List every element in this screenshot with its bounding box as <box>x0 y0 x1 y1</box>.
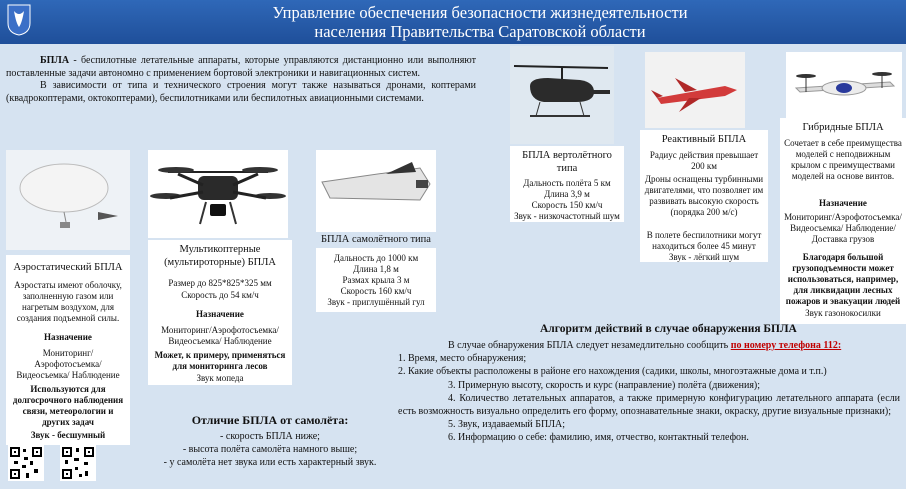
plane-range: Дальность до 1000 км <box>333 253 419 263</box>
qr-code-icon <box>60 445 96 481</box>
title-line-2: населения Правительства Саратовской области <box>314 22 646 41</box>
jet-time: В полете беспилотники могут находиться более 45 минут <box>646 230 762 251</box>
qr-code-icon <box>8 445 44 481</box>
plane-wingspan: Размах крыла 3 м <box>342 275 410 285</box>
algorithm-intro-text: В случае обнаружения БПЛА следует незамедлительно сообщить <box>448 340 731 351</box>
phone-112-link[interactable]: по номеру телефона 112: <box>730 340 842 351</box>
multicopter-image <box>148 150 288 238</box>
multicopter-size: Размер до 825*825*325 мм <box>168 278 272 288</box>
intro-types: В зависимости от типа и технического строения могут также называться дронами, коптерами (квадрокоптерами, октокоптерами), беспилотниками или беспилотных авиационными системами. <box>6 80 476 104</box>
algorithm-body <box>398 339 900 445</box>
hybrid-usage: Благодаря большой грузоподъемности может использоваться, например, для ликвидации лесных пожаров и эвакуации людей <box>785 252 901 306</box>
multicopter-purpose: Мониторинг/Аэрофотосъемка/ Видеосъемка/ Наблюдение <box>161 325 279 346</box>
difference-title: Отличие БПЛА от самолёта: <box>191 413 349 427</box>
page-header <box>0 0 906 44</box>
hybrid-purpose: Мониторинг/Аэрофотосъемка/ Видеосъемка/ Наблюдение/ Доставка грузов <box>784 212 902 244</box>
jet-title: Реактивный БПЛА <box>661 134 747 145</box>
heli-sound: Звук - низкочастотный шум <box>514 211 620 221</box>
qr-code-2[interactable] <box>60 445 96 481</box>
algorithm-step-3: 3. Примерную высоту, скорость и курс (направление) полёта (движения); <box>448 379 761 391</box>
jet-sound: Звук - лёгкий шум <box>668 252 740 262</box>
aerostat-sound: Звук - бесшумный <box>30 430 106 440</box>
jet-desc: Дроны оснащены турбинными двигателями, что позволяет им развивать высокую скорость (порядка 200 м/с) <box>644 174 764 217</box>
title-line-1: Управление обеспечения безопасности жизнедеятельности <box>272 3 688 22</box>
algorithm-step-1: 1. Время, место обнаружения; <box>398 353 527 365</box>
heli-title-line-2: типа <box>556 162 578 174</box>
multicopter-title-line-1: Мультикоптерные <box>179 244 261 255</box>
algorithm-step-5: 5. Звук, издаваемый БПЛА; <box>448 419 566 431</box>
multicopter-speed: Скорость до 54 км/ч <box>181 290 259 300</box>
aerostat-desc: Аэростаты имеют оболочку, заполненную газом или нагретым воздухом, для создания подъемной силы. <box>14 280 122 323</box>
multicopter-title-line-2: (мультироторные) БПЛА <box>164 256 276 268</box>
aerostat-icon <box>6 150 130 250</box>
hybrid-image <box>786 52 902 122</box>
page-title <box>120 3 840 41</box>
plane-sound: Звук - приглушённый гул <box>327 297 425 307</box>
intro-definition: - беспилотные летательные аппараты, которые управляются дистанционно или выполняют поставленные задачи автономно с применением бортовой электроники и навигационных систем. <box>6 55 476 79</box>
saratov-emblem-icon <box>6 3 32 36</box>
aerostat-title: Аэростатический БПЛА <box>13 262 123 273</box>
plane-speed: Скорость 160 км/ч <box>340 286 412 296</box>
heli-title-line-1: БПЛА вертолётного <box>522 150 612 161</box>
difference-line-1: - скорость БПЛА ниже; <box>220 431 320 442</box>
algorithm-step-2: 2. Какие объекты расположены в районе его нахождения (садики, школы, многоэтажные дома и т.п.) <box>398 366 827 378</box>
plane-length: Длина 1,8 м <box>353 264 399 274</box>
hybrid-desc: Сочетает в себе преимущества моделей с неподвижным крылом с преимуществами моделей на основе винтов. <box>784 138 902 181</box>
heli-speed: Скорость 150 км/ч <box>531 200 603 210</box>
hybrid-title: Гибридные БПЛА <box>802 122 884 133</box>
jet-drone-icon <box>645 52 745 128</box>
difference-line-2: - высота полёта самолёта намного выше; <box>182 444 358 455</box>
heli-image <box>510 46 614 144</box>
plane-title: БПЛА самолётного типа <box>321 234 431 245</box>
multicopter-sound: Звук мопеда <box>196 373 244 383</box>
plane-image <box>316 150 436 232</box>
algorithm-step-4: 4. Количество летательных аппаратов, а также примерную конфигурацию летательного аппарата (если есть возможность визуально определить его форму, опознавательные знаки, окраску, другие визуальные признаки); <box>398 392 900 418</box>
jet-radius: Радиус действия превышает 200 км <box>649 150 759 171</box>
aerostat-purpose-label: Назначение <box>44 332 92 342</box>
heli-title <box>510 150 624 175</box>
hybrid-purpose-label: Назначение <box>819 198 867 208</box>
multicopter-icon <box>148 150 288 238</box>
plane-drone-icon <box>316 150 436 232</box>
multicopter-purpose-label: Назначение <box>196 309 244 319</box>
algorithm-step-6: 6. Информацию о себе: фамилию, имя, отчество, контактный телефон. <box>448 432 749 444</box>
hybrid-drone-icon <box>786 52 902 122</box>
intro-term: БПЛА <box>40 55 70 66</box>
helicopter-drone-icon <box>510 46 614 144</box>
aerostat-card <box>6 150 130 450</box>
multicopter-title <box>148 244 292 269</box>
aerostat-image <box>6 150 130 250</box>
hybrid-sound: Звук газонокосилки <box>805 308 881 318</box>
difference-line-3: - у самолёта нет звука или есть характерный звук. <box>163 457 377 468</box>
algorithm-intro <box>398 339 900 352</box>
algorithm-title: Алгоритм действий в случае обнаружения БПЛА <box>540 323 797 335</box>
aerostat-purpose: Мониторинг/ Аэрофотосъемка/ Видеосъемка/ Наблюдение <box>16 348 120 380</box>
jet-image <box>645 52 745 128</box>
aerostat-usage: Используются для долгосрочного наблюдения связи, метеорологии и других задач <box>12 384 124 427</box>
heli-range: Дальность полёта 5 км <box>523 178 611 188</box>
intro-text <box>6 55 476 105</box>
multicopter-usage: Может, к примеру, применяться для мониторинга лесов <box>154 350 286 371</box>
heli-length: Длина 3,9 м <box>544 189 590 199</box>
qr-code-1[interactable] <box>8 445 44 481</box>
